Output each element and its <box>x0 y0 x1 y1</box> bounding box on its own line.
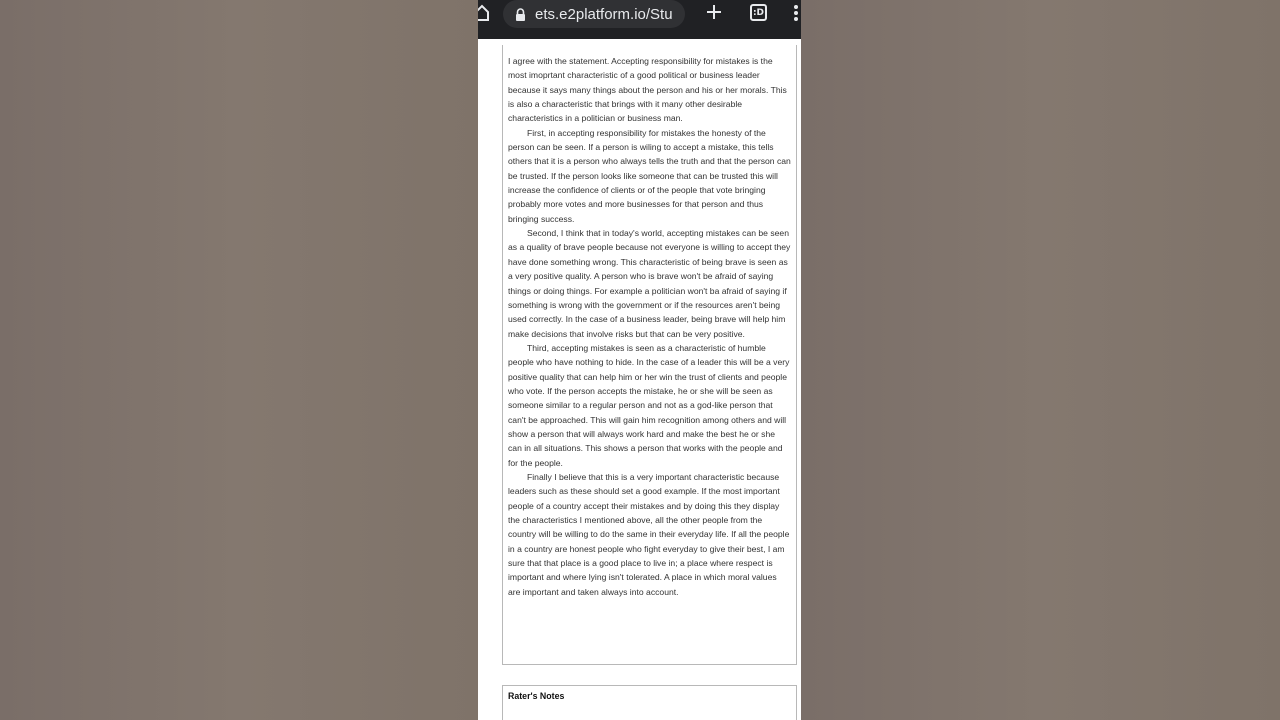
essay-paragraph: First, in accepting responsibility for mistakes the honesty of the person can be seen. If a person is wiling to accept a mistake, this tells others that it is a person who always tells the truth and that the person can be trusted. If the person looks like someone that can be trusted this will increase the confidence of clients or of the people that vote bringing probably more votes and more businesses for that person and thus bringing success. <box>508 127 791 224</box>
essay-paragraph: I agree with the statement. Accepting responsibility for mistakes is the most imoprtant characteristic of a good political or business leader because it says many things about the person and his or her morals. This is also a characteristic that brings with it many other desirable characteristics in a politician or business man. <box>508 56 787 124</box>
essay-text <box>508 54 791 599</box>
new-tab-icon[interactable] <box>706 4 722 20</box>
page-content <box>478 39 801 720</box>
home-icon[interactable] <box>478 4 490 22</box>
raters-notes-box <box>502 685 797 720</box>
url-text: ets.e2platform.io/Stu <box>535 5 673 23</box>
essay-response-box <box>502 45 797 665</box>
tab-switcher-label: :D <box>752 7 765 18</box>
phone-screen <box>478 0 801 720</box>
lock-icon <box>515 8 526 21</box>
video-background-left <box>0 0 478 720</box>
raters-notes-title: Rater's Notes <box>508 691 565 701</box>
video-background-right <box>801 0 1280 720</box>
essay-paragraph: Finally I believe that this is a very important characteristic because leaders such as these should set a good example. If the most important people of a country accept their mistakes and by doing this they display the characteristics I mentioned above, all the other people from the country will be willing to do the same in their everyday life. If all the people in a country are honest people who fight everyday to give their best, I am sure that that place is a good place to live in; a place where respect is important and where lying isn't tolerated. A place in which moral values are important and taken always into account. <box>508 471 790 597</box>
essay-paragraph: Third, accepting mistakes is seen as a characteristic of humble people who have nothing to hide. In the case of a leader this will be a very positive quality that can help him or her win the trust of clients and people who vote. If the person accepts the mistake, he or she will be seen as someone similar to a regular person and not as a god-like person that can't be approached. This will gain him recognition among others and will show a person that will always work hard and make the best he or she can in all situations. This shows a person that works with the people and for the people. <box>508 342 790 468</box>
browser-toolbar <box>478 0 801 39</box>
tab-switcher-icon[interactable] <box>750 4 767 21</box>
essay-paragraph: Second, I think that in today's world, accepting mistakes can be seen as a quality of brave people because not everyone is willing to accept they have done something wrong. This characteristic of being brave is seen as a very positive quality. A person who is brave won't be afraid of saying things or doing things. For example a politician won't ba afraid of saying if something is wrong with the government or if the resources aren't being used correctly. In the case of a business leader, being brave will help him make decisions that involve risks but that can be very positive. <box>508 228 791 339</box>
address-bar[interactable] <box>503 0 685 28</box>
more-options-icon[interactable] <box>793 4 799 22</box>
